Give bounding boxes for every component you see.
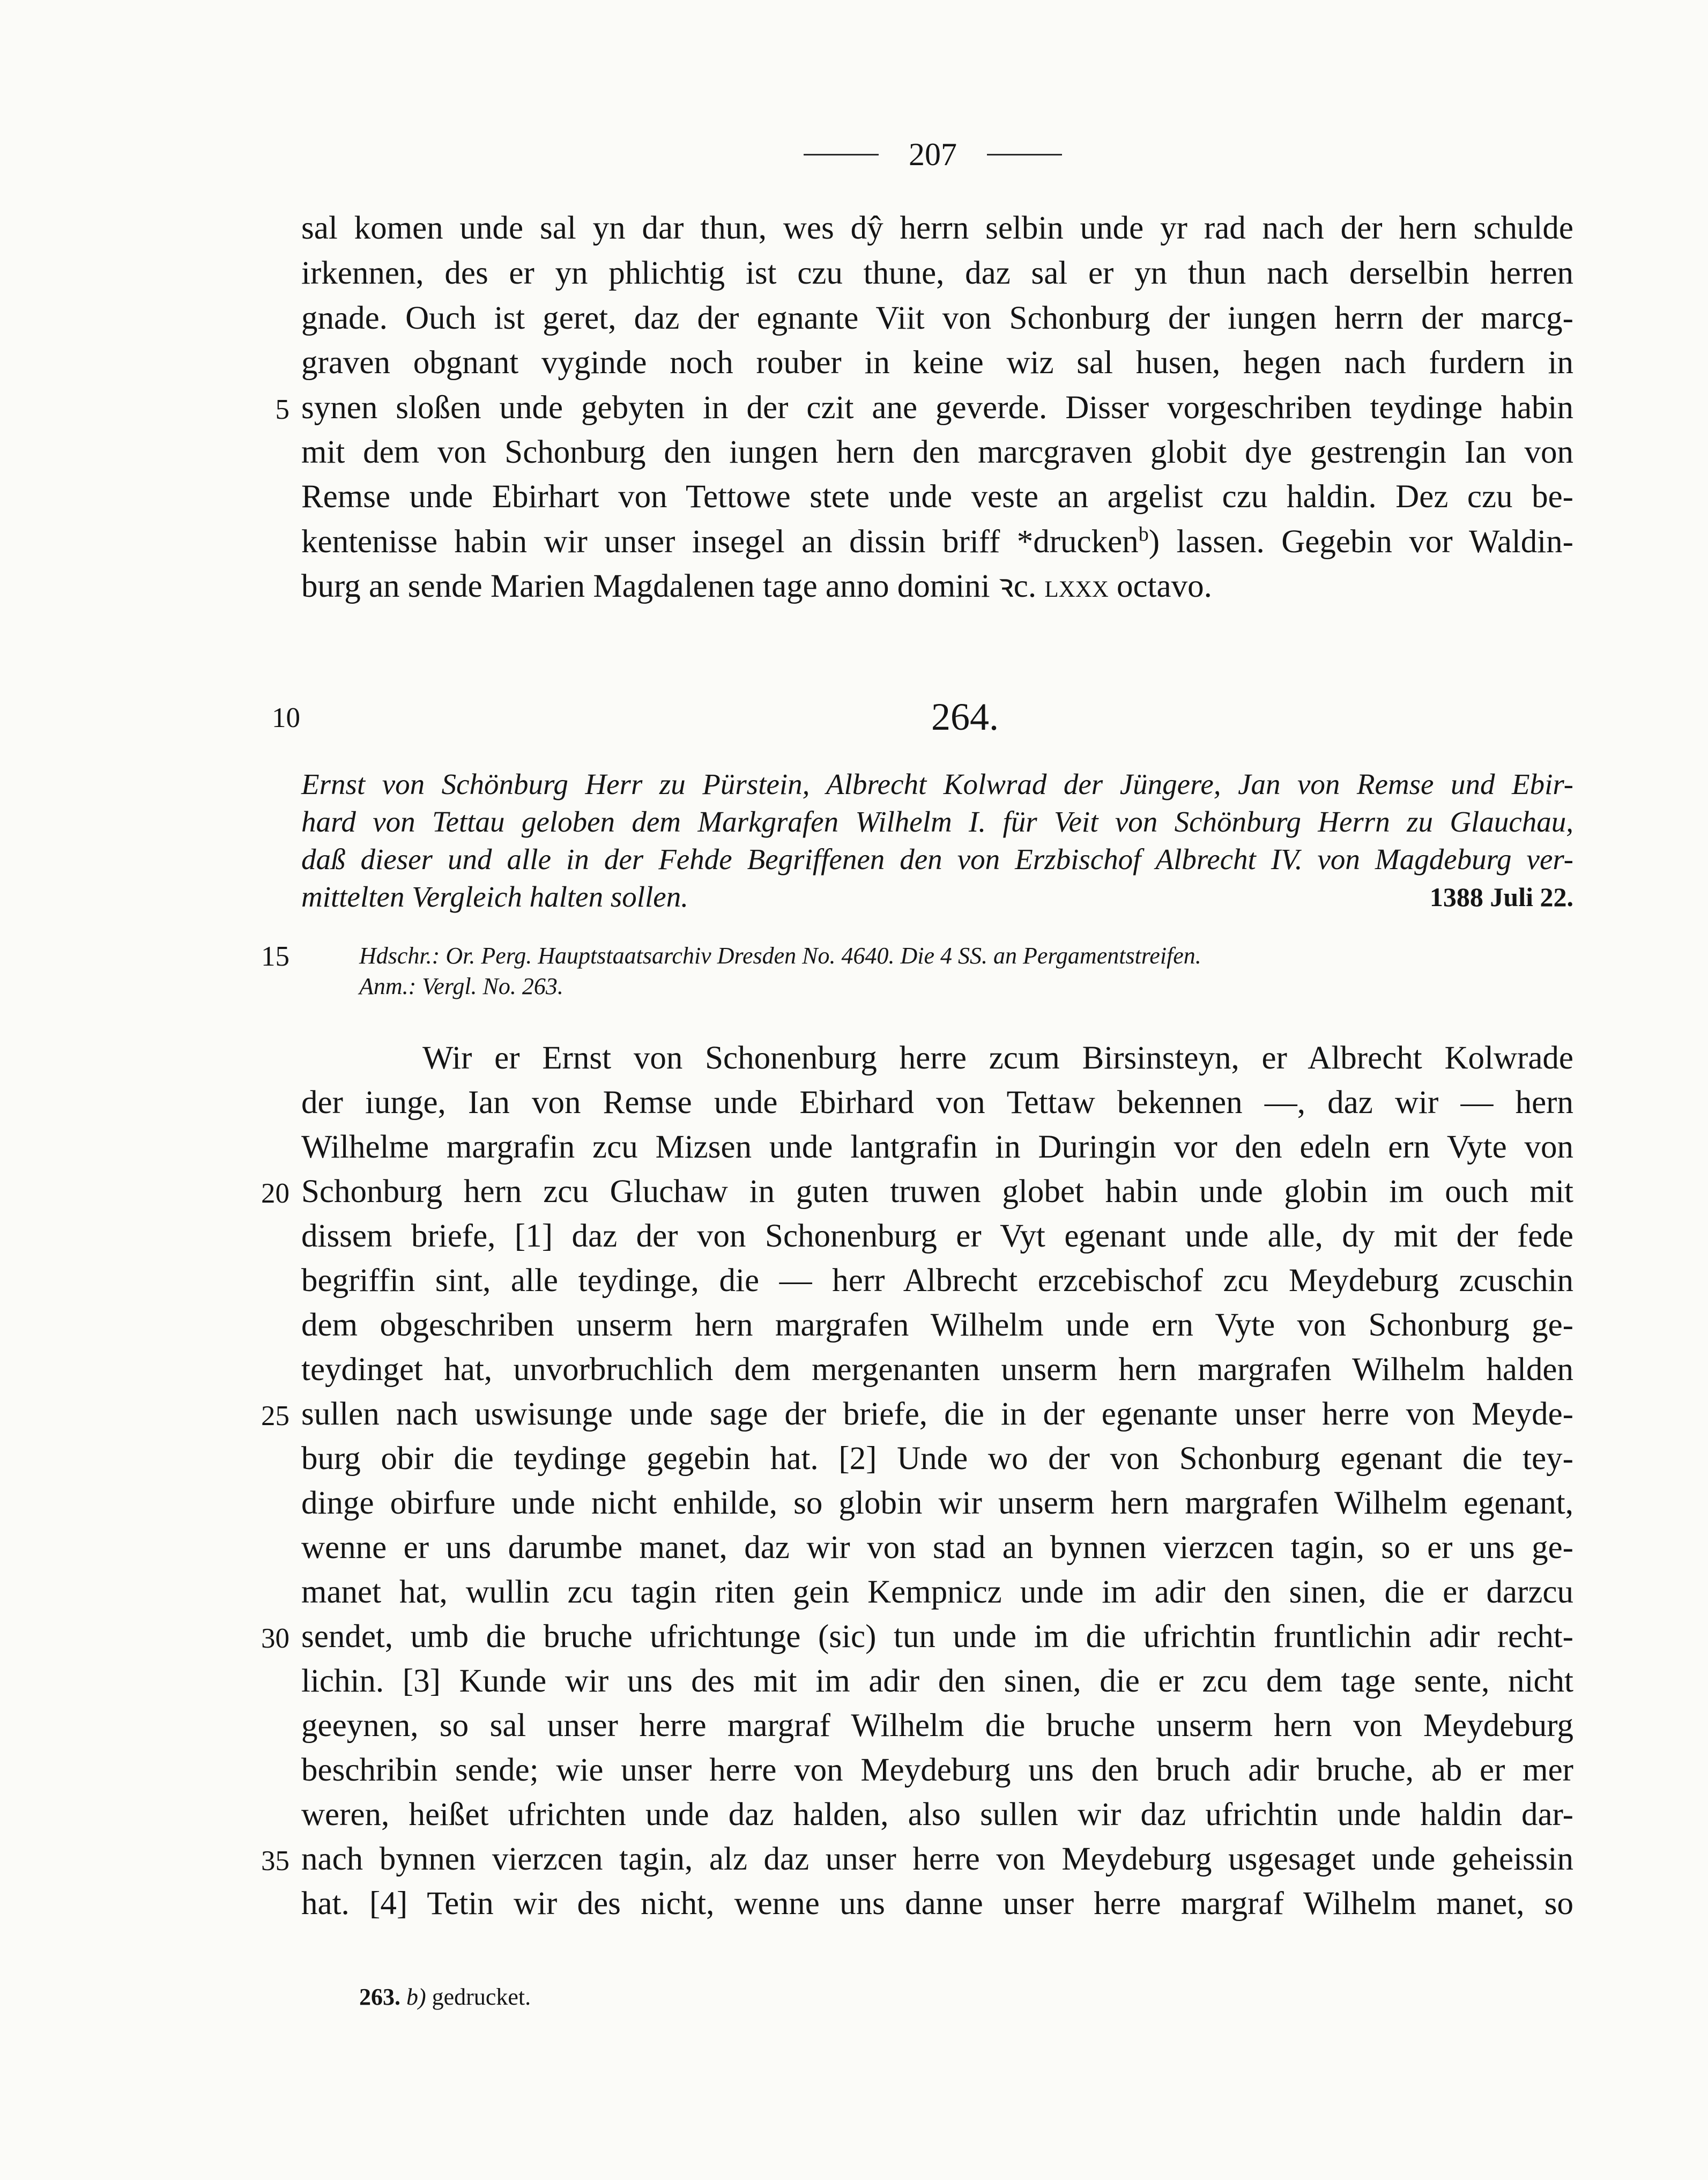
regest-line: daß dieser und alle in der Fehde Begriffenen den von Erzbischof Albrecht IV. von Magdeburg ver- (301, 843, 1573, 876)
text-line (301, 568, 1573, 605)
text-line: mit dem von Schonburg den iungen hern den marcgraven globit dye gestrengin Ian von (301, 434, 1573, 470)
text-line: begriffin sint, alle teydinge, die — herr Albrecht erzcebischof zcu Meydeburg zcuschin (301, 1263, 1573, 1299)
page-header (783, 133, 1083, 176)
text-line: sullen nach uswisunge unde sage der briefe, die in der egenante unser herre von Meyde- (301, 1396, 1573, 1432)
line-number: 15 (261, 941, 289, 972)
source-line: Anm.: Vergl. No. 263. (359, 973, 563, 999)
line-number: 5 (275, 394, 289, 425)
text-line: sal komen unde sal yn dar thun, wes dŷ herrn selbin unde yr rad nach der hern schulde (301, 210, 1573, 246)
text-line: geeynen, so sal unser herre margraf Wilhelm die bruche unserm hern von Meydeburg (301, 1708, 1573, 1744)
line-number: 35 (261, 1845, 289, 1877)
footnote-text: gedrucket. (432, 1984, 531, 2010)
regest-line: mittelten Vergleich halten sollen. (301, 880, 688, 913)
text-line: Schonburg hern zcu Gluchaw in guten truwen globet habin unde globin im ouch mit (301, 1174, 1573, 1210)
text-line: teydinget hat, unvorbruchlich dem mergenanten unserm hern margrafen Wilhelm halden (301, 1352, 1573, 1388)
text-line: gnade. Ouch ist geret, daz der egnante Viit von Schonburg der iungen herrn der marcg- (301, 300, 1573, 336)
footnote-letter: b) (406, 1984, 426, 2010)
text-line: wenne er uns darumbe manet, daz wir von stad an bynnen vierzcen tagin, so er uns ge- (301, 1530, 1573, 1566)
text-line: synen sloßen unde gebyten in der czit ane geverde. Disser vorgeschriben teydinge habin (301, 390, 1573, 426)
text-line (301, 524, 1573, 560)
footnote (359, 1981, 531, 2013)
line-number: 20 (261, 1178, 289, 1209)
text-line: Wilhelme margrafin zcu Mizsen unde lantgrafin in Duringin vor den edeln ern Vyte von (301, 1129, 1573, 1165)
text-line: hat. [4] Tetin wir des nicht, wenne uns danne unser herre margraf Wilhelm manet, so (301, 1886, 1573, 1922)
text-line: dissem briefe, [1] daz der von Schonenburg er Vyt egenant unde alle, dy mit der fede (301, 1218, 1573, 1254)
source-line: Hdschr.: Or. Perg. Hauptstaatsarchiv Dresden No. 4640. Die 4 SS. an Pergamentstreifen. (359, 943, 1201, 969)
roman-numeral: lxxx (1044, 568, 1109, 604)
text-segment: ) lassen. Gegebin vor Waldin- (1148, 524, 1573, 560)
regest-line: Ernst von Schönburg Herr zu Pürstein, Albrecht Kolwrad der Jüngere, Jan von Remse und Ebir- (301, 768, 1573, 800)
text-line: sendet, umb die bruche ufrichtunge (sic) tun unde im die ufrichtin fruntlichin adir recht- (301, 1619, 1573, 1655)
line-number: 10 (272, 702, 300, 733)
text-line: burg obir die teydinge gegebin hat. [2] Unde wo der von Schonburg egenant die tey- (301, 1441, 1573, 1477)
text-segment: kentenisse habin wir unser insegel an dissin briff *drucken (301, 524, 1139, 560)
text-line: dem obgeschriben unserm hern margrafen Wilhelm unde ern Vyte von Schonburg ge- (301, 1307, 1573, 1343)
text-line: irkennen, des er yn phlichtig ist czu thune, daz sal er yn thun nach derselbin herren (301, 255, 1573, 291)
text-line: dinge obirfure unde nicht enhilde, so globin wir unserm hern margrafen Wilhelm egenant, (301, 1485, 1573, 1521)
text-line: manet hat, wullin zcu tagin riten gein Kempnicz unde im adir den sinen, die er darzcu (301, 1574, 1573, 1610)
text-line: der iunge, Ian von Remse unde Ebirhard von Tettaw bekennen —, daz wir — hern (301, 1085, 1573, 1121)
text-line: Remse unde Ebirhart von Tettowe stete unde veste an argelist czu haldin. Dez czu be- (301, 479, 1573, 515)
text-line: beschribin sende; wie unser herre von Meydeburg uns den bruch adir bruche, ab er mer (301, 1752, 1573, 1788)
page-number: 207 (909, 137, 957, 172)
line-number: 25 (261, 1400, 289, 1432)
line-number: 30 (261, 1623, 289, 1654)
document-date: 1388 Juli 22. (1429, 882, 1573, 912)
text-segment: octavo. (1108, 568, 1212, 604)
text-line: lichin. [3] Kunde wir uns des mit im adir den sinen, die er zcu dem tage sente, nicht (301, 1663, 1573, 1699)
footnote-marker: b (1138, 523, 1149, 546)
text-segment: burg an sende Marien Magdalenen tage anno domini ꝛc. (301, 568, 1045, 604)
document-number: 264. (931, 695, 999, 738)
footnote-number: 263. (359, 1984, 400, 2010)
text-line: weren, heißet ufrichten unde daz halden, also sullen wir daz ufrichtin unde haldin dar- (301, 1797, 1573, 1833)
text-line: nach bynnen vierzcen tagin, alz daz unser herre von Meydeburg usgesaget unde geheissin (301, 1841, 1573, 1877)
header-rule-left (804, 154, 879, 155)
regest-line: hard von Tettau geloben dem Markgrafen Wilhelm I. für Veit von Schönburg Herrn zu Glauchau, (301, 805, 1573, 838)
text-line: Wir er Ernst von Schonenburg herre zcum Birsinsteyn, er Albrecht Kolwrade (422, 1040, 1573, 1076)
text-line: graven obgnant vyginde noch rouber in keine wiz sal husen, hegen nach furdern in (301, 345, 1573, 381)
header-rule-right (987, 154, 1062, 155)
